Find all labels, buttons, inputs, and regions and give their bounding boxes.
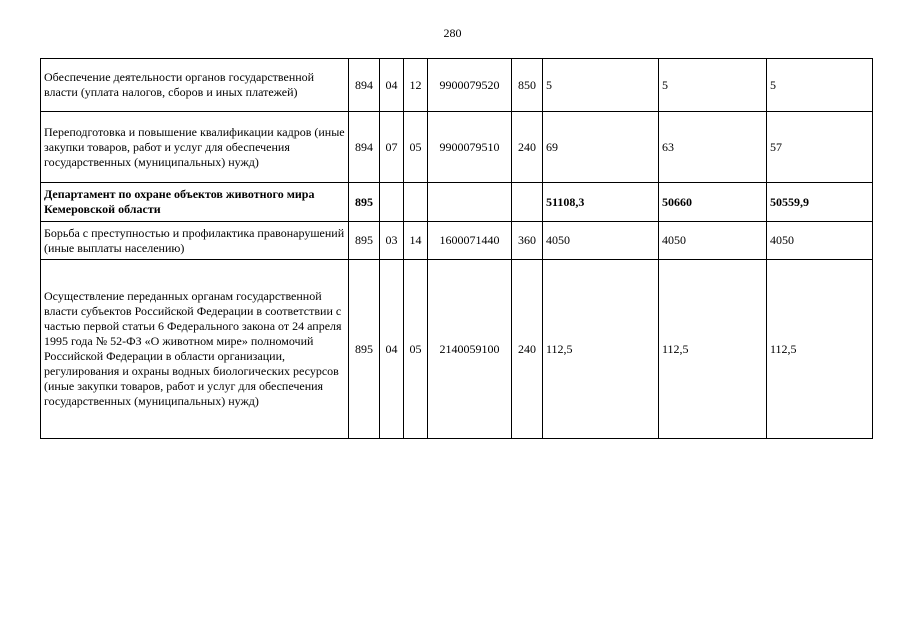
row-value-1: 112,5 xyxy=(543,260,659,439)
row-rz xyxy=(380,183,404,222)
table-row xyxy=(41,260,873,439)
row-name: Переподготовка и повышение квалификации кадров (иные закупки товаров, работ и услуг для обеспечения государственных (муниципальных) нужд) xyxy=(41,112,349,183)
row-vr xyxy=(512,183,543,222)
row-value-2: 4050 xyxy=(659,222,767,260)
table-row xyxy=(41,222,873,260)
row-csr: 2140059100 xyxy=(428,260,512,439)
row-vr: 240 xyxy=(512,112,543,183)
row-pr: 12 xyxy=(404,59,428,112)
row-value-3: 5 xyxy=(767,59,873,112)
row-value-3: 4050 xyxy=(767,222,873,260)
row-gr: 894 xyxy=(349,112,380,183)
row-value-3: 50559,9 xyxy=(767,183,873,222)
table-row-department xyxy=(41,183,873,222)
row-value-3: 112,5 xyxy=(767,260,873,439)
page-number: 280 xyxy=(443,26,462,40)
row-pr: 05 xyxy=(404,112,428,183)
row-vr: 850 xyxy=(512,59,543,112)
row-name: Борьба с преступностью и профилактика правонарушений (иные выплаты населению) xyxy=(41,222,349,260)
row-csr xyxy=(428,183,512,222)
row-rz: 03 xyxy=(380,222,404,260)
row-gr: 895 xyxy=(349,222,380,260)
row-gr: 895 xyxy=(349,260,380,439)
row-name: Департамент по охране объектов животного мира Кемеровской области xyxy=(41,183,349,222)
row-vr: 240 xyxy=(512,260,543,439)
table-row xyxy=(41,112,873,183)
row-value-2: 112,5 xyxy=(659,260,767,439)
row-vr: 360 xyxy=(512,222,543,260)
row-value-2: 50660 xyxy=(659,183,767,222)
row-value-3: 57 xyxy=(767,112,873,183)
row-value-1: 51108,3 xyxy=(543,183,659,222)
row-value-1: 69 xyxy=(543,112,659,183)
row-rz: 07 xyxy=(380,112,404,183)
row-value-2: 5 xyxy=(659,59,767,112)
row-value-1: 4050 xyxy=(543,222,659,260)
row-csr: 9900079510 xyxy=(428,112,512,183)
row-pr: 05 xyxy=(404,260,428,439)
row-csr: 9900079520 xyxy=(428,59,512,112)
row-pr xyxy=(404,183,428,222)
row-value-1: 5 xyxy=(543,59,659,112)
row-value-2: 63 xyxy=(659,112,767,183)
row-name: Обеспечение деятельности органов государственной власти (уплата налогов, сборов и иных платежей) xyxy=(41,59,349,112)
row-name: Осуществление переданных органам государственной власти субъектов Российской Федерации в соответствии с частью первой статьи 6 Федерального закона от 24 апреля 1995 года № 52-ФЗ «О животном мире» полномочий Российской Федерации в области организации, регулирования и охраны водных биологических ресурсов (иные закупки товаров, работ и услуг для обеспечения государственных (муниципальных) нужд) xyxy=(41,260,349,439)
row-gr: 895 xyxy=(349,183,380,222)
row-csr: 1600071440 xyxy=(428,222,512,260)
row-pr: 14 xyxy=(404,222,428,260)
table-row xyxy=(41,59,873,112)
row-rz: 04 xyxy=(380,260,404,439)
row-gr: 894 xyxy=(349,59,380,112)
row-rz: 04 xyxy=(380,59,404,112)
budget-table xyxy=(40,58,873,439)
